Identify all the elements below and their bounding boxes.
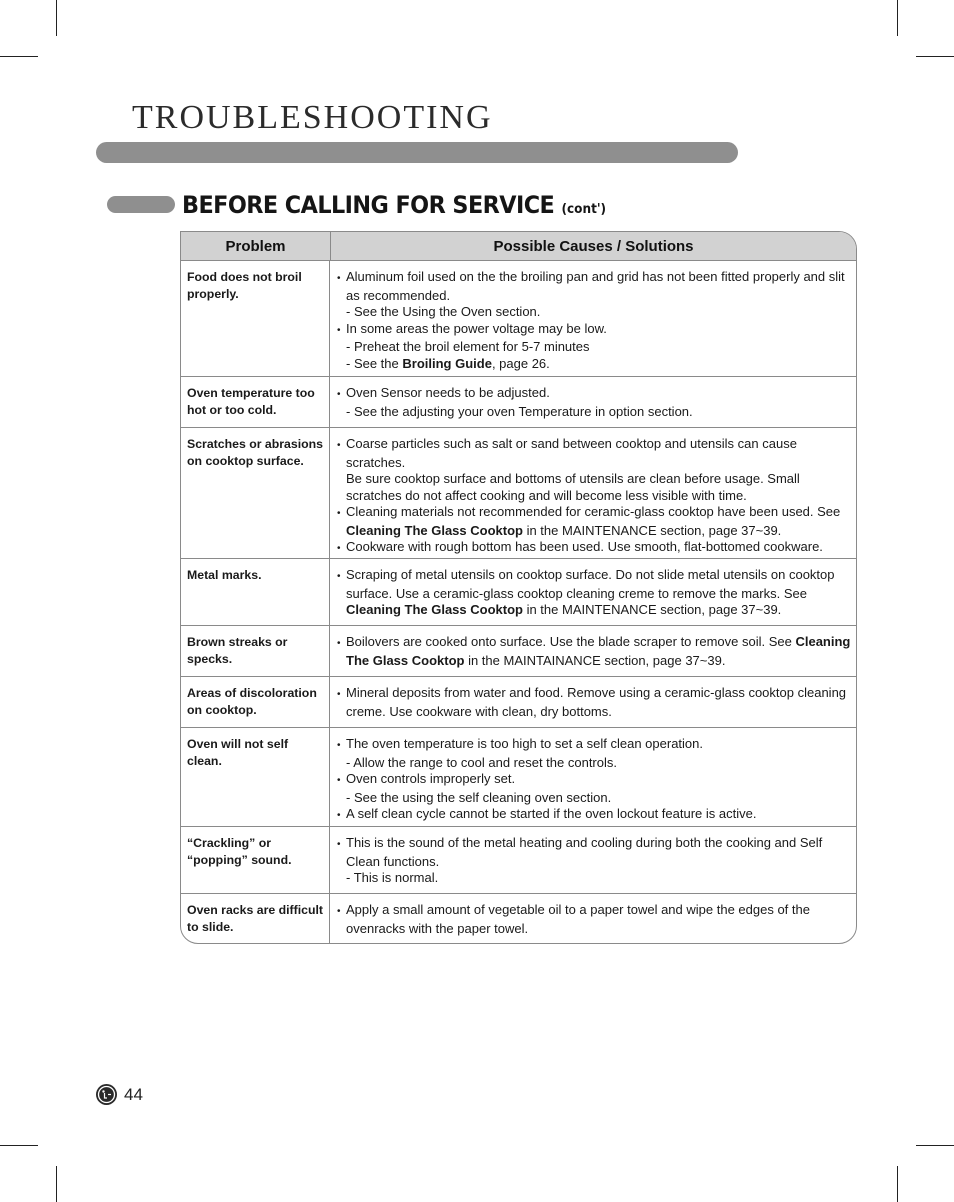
crop-mark bbox=[0, 1145, 38, 1146]
troubleshooting-table bbox=[180, 231, 857, 944]
table-row bbox=[181, 625, 856, 676]
solution-text: - Allow the range to cool and reset the controls. bbox=[346, 754, 617, 770]
solution-text: In some areas the power voltage may be low. bbox=[346, 320, 607, 336]
solution-bullet bbox=[337, 436, 854, 471]
solution-cell bbox=[330, 559, 856, 625]
solution-bullet bbox=[337, 504, 854, 539]
solution-text: This is the sound of the metal heating and cooling during both the cooking and Self Clean functions. bbox=[346, 835, 823, 869]
problem-cell: Metal marks. bbox=[181, 559, 330, 625]
solution-text: Mineral deposits from water and food. Remove using a ceramic-glass cooktop cleaning creme. Use cookware with clean, dry bottoms. bbox=[346, 685, 847, 719]
solution-text: - See the Using the Oven section. bbox=[346, 304, 541, 319]
solution-cell bbox=[330, 894, 856, 943]
solution-cell bbox=[330, 377, 856, 427]
solution-text: A self clean cycle cannot be started if the oven lockout feature is active. bbox=[346, 806, 757, 821]
solution-bullet bbox=[337, 835, 854, 870]
crop-mark bbox=[897, 0, 898, 36]
solution-text: Boilovers are cooked onto surface. Use the blade scraper to remove soil. See bbox=[346, 634, 796, 649]
solution-text: Coarse particles such as salt or sand between cooktop and utensils can cause scratches. bbox=[346, 436, 797, 470]
solution-subline bbox=[337, 870, 854, 887]
solution-bullet bbox=[337, 806, 854, 825]
solution-cell bbox=[330, 677, 856, 727]
solution-text: The oven temperature is too high to set a self clean operation. bbox=[346, 736, 703, 751]
solution-bullet bbox=[337, 736, 854, 755]
header-solution: Possible Causes / Solutions bbox=[493, 237, 694, 255]
solution-bullet bbox=[337, 771, 854, 790]
problem-cell: Food does not broil properly. bbox=[181, 261, 330, 376]
solution-bullet bbox=[337, 321, 854, 340]
solution-cell bbox=[330, 261, 856, 376]
reference-link-text: Cleaning The Glass Cooktop bbox=[346, 522, 523, 538]
table-row bbox=[181, 676, 856, 727]
solution-text: - Preheat the broil element for 5-7 minutes bbox=[346, 339, 590, 354]
solution-bullet bbox=[337, 385, 854, 404]
problem-cell: Oven will not self clean. bbox=[181, 728, 330, 826]
problem-cell: Scratches or abrasions on cooktop surface. bbox=[181, 428, 330, 558]
solution-cell bbox=[330, 827, 856, 893]
solution-subline bbox=[337, 304, 854, 321]
solution-subline bbox=[337, 790, 854, 807]
crop-mark bbox=[0, 56, 38, 57]
section-title bbox=[182, 189, 606, 226]
problem-cell: “Crackling” or “popping” sound. bbox=[181, 827, 330, 893]
solution-text: Oven controls improperly set. bbox=[346, 771, 516, 786]
solution-text: Cleaning materials not recommended for ceramic-glass cooktop have been used. See bbox=[346, 504, 841, 519]
problem-cell: Areas of discoloration on cooktop. bbox=[181, 677, 330, 727]
header-problem: Problem bbox=[181, 232, 331, 260]
page-number: 44 bbox=[124, 1084, 143, 1104]
solution-text: Oven Sensor needs to be adjusted. bbox=[346, 385, 550, 400]
lg-logo-icon bbox=[96, 1084, 117, 1105]
solution-text: - See the bbox=[346, 355, 403, 371]
section-title-text: BEFORE CALLING FOR SERVICE bbox=[182, 191, 555, 219]
solution-subline bbox=[337, 755, 854, 772]
table-row bbox=[181, 558, 856, 625]
table-header bbox=[181, 232, 856, 261]
solution-subline bbox=[337, 356, 854, 373]
problem-cell: Oven racks are difficult to slide. bbox=[181, 894, 330, 943]
solution-bullet bbox=[337, 685, 854, 720]
reference-link-text: Broiling Guide bbox=[402, 355, 492, 371]
solution-text: - This is normal. bbox=[346, 870, 439, 885]
solution-text: in the MAINTENANCE section, page 37~39. bbox=[522, 602, 782, 617]
solution-text: - See the adjusting your oven Temperature in option section. bbox=[346, 403, 693, 419]
crop-mark bbox=[916, 56, 954, 57]
solution-text: Scraping of metal utensils on cooktop surface. Do not slide metal utensils on cooktop surface. Use a ceramic-glass cooktop cleaning creme to remove the marks. See bbox=[346, 567, 835, 601]
crop-mark bbox=[56, 0, 57, 36]
crop-mark bbox=[916, 1145, 954, 1146]
solution-bullet bbox=[337, 634, 854, 669]
solution-text: Cookware with rough bottom has been used. Use smooth, flat-bottomed cookware. bbox=[346, 539, 823, 554]
solution-bullet bbox=[337, 269, 854, 304]
reference-link-text: Cleaning The Glass Cooktop bbox=[346, 634, 851, 668]
problem-cell: Oven temperature too hot or too cold. bbox=[181, 377, 330, 427]
table-row bbox=[181, 727, 856, 826]
solution-text: Apply a small amount of vegetable oil to a paper towel and wipe the edges of the ovenracks with the paper towel. bbox=[346, 902, 810, 936]
section-title-cont: (cont') bbox=[561, 202, 607, 217]
section-marker bbox=[107, 196, 175, 213]
table-row bbox=[181, 826, 856, 893]
solution-cell bbox=[330, 428, 856, 558]
chapter-divider-bar bbox=[96, 142, 738, 163]
table-row bbox=[181, 261, 856, 376]
chapter-title: TROUBLESHOOTING bbox=[132, 99, 493, 136]
solution-cell bbox=[330, 626, 856, 676]
crop-mark bbox=[897, 1166, 898, 1202]
problem-cell: Brown streaks or specks. bbox=[181, 626, 330, 676]
solution-bullet bbox=[337, 539, 854, 558]
crop-mark bbox=[56, 1166, 57, 1202]
solution-text: in the MAINTAINANCE section, page 37~39. bbox=[464, 652, 726, 668]
solution-bullet bbox=[337, 902, 854, 937]
solution-subline bbox=[337, 471, 854, 504]
table-row bbox=[181, 893, 856, 943]
solution-text: Aluminum foil used on the the broiling pan and grid has not been fitted properly and slit as recommended. bbox=[346, 269, 845, 303]
table-body bbox=[181, 261, 856, 943]
solution-subline bbox=[337, 404, 854, 421]
solution-text: - See the using the self cleaning oven section. bbox=[346, 789, 612, 805]
solution-text: in the MAINTENANCE section, page 37~39. bbox=[522, 522, 782, 538]
page-footer bbox=[96, 1084, 143, 1105]
solution-subline bbox=[337, 339, 854, 356]
solution-text: , page 26. bbox=[491, 355, 550, 371]
table-row bbox=[181, 427, 856, 558]
table-row bbox=[181, 376, 856, 427]
solution-cell bbox=[330, 728, 856, 826]
solution-text: Be sure cooktop surface and bottoms of utensils are clean before usage. Small scratches do not affect cooking and will become less visible with time. bbox=[346, 471, 800, 503]
solution-bullet bbox=[337, 567, 854, 619]
reference-link-text: Cleaning The Glass Cooktop bbox=[346, 602, 523, 617]
